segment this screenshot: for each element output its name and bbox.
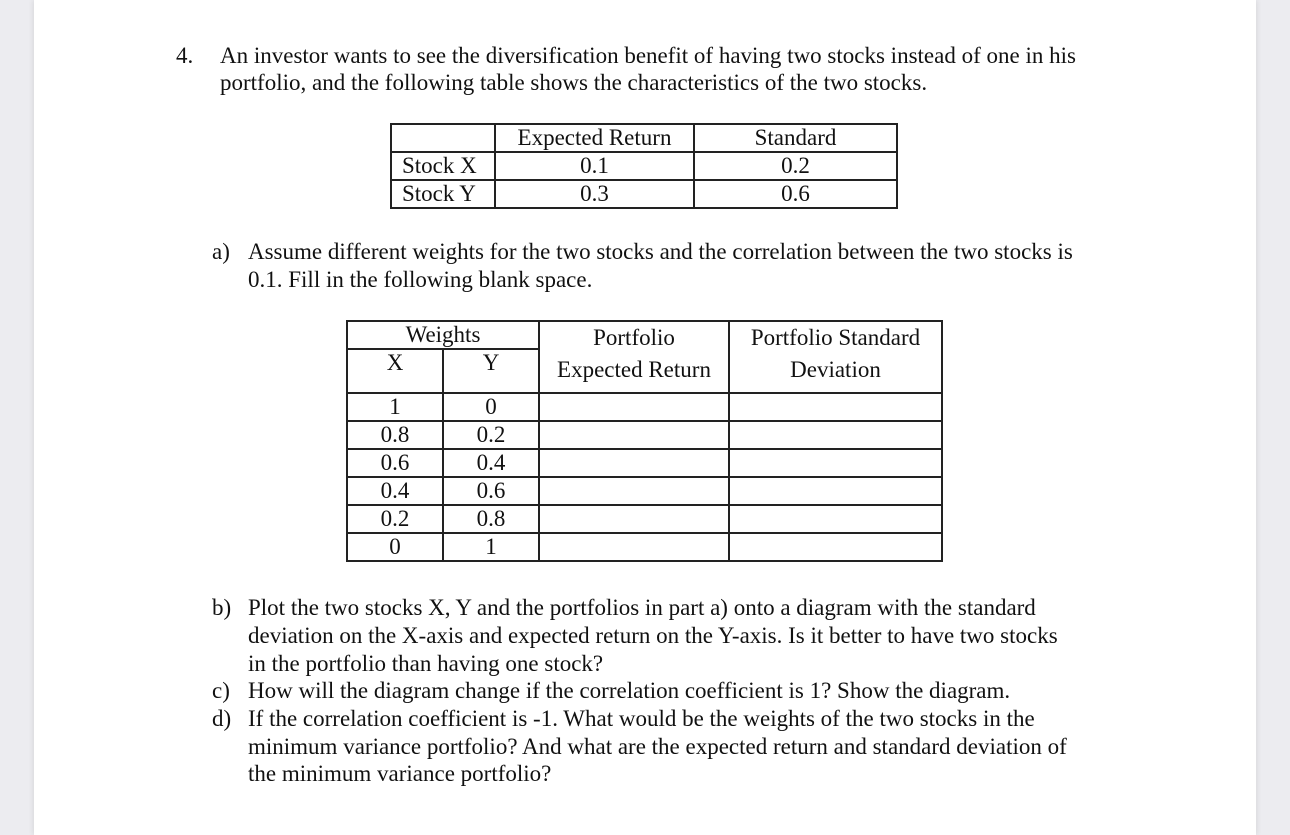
portfolio-std-dev-blank[interactable] — [729, 477, 942, 505]
weight-y-cell: 0.2 — [443, 421, 539, 449]
table-row — [347, 533, 942, 561]
weight-x-cell: 0.2 — [347, 505, 443, 533]
stock-table-row — [391, 180, 897, 208]
weights-table-header-row — [347, 321, 942, 349]
table-row — [347, 505, 942, 533]
weight-x-cell: 0.4 — [347, 477, 443, 505]
part-b-line3: in the portfolio than having one stock? — [248, 651, 604, 676]
weight-y-header: Y — [443, 349, 539, 393]
portfolio-return-blank[interactable] — [539, 421, 729, 449]
stock-standard: 0.6 — [694, 180, 897, 208]
portfolio-expected-return-header-line1: Portfolio — [593, 325, 675, 350]
table-row — [347, 477, 942, 505]
part-d-label: d) — [212, 706, 232, 731]
stock-table-header-standard: Standard — [694, 124, 897, 152]
part-d-line3: the minimum variance portfolio? — [248, 761, 552, 786]
weight-y-cell: 0.4 — [443, 449, 539, 477]
stock-expected-return: 0.1 — [495, 152, 694, 180]
portfolio-std-dev-blank[interactable] — [729, 393, 942, 421]
stock-expected-return: 0.3 — [495, 180, 694, 208]
weight-x-cell: 0.6 — [347, 449, 443, 477]
portfolio-return-blank[interactable] — [539, 449, 729, 477]
stock-table-header-empty — [391, 124, 495, 152]
part-c-label: c) — [212, 678, 230, 703]
stock-table-header-row — [391, 124, 897, 152]
table-row — [347, 421, 942, 449]
portfolio-return-blank[interactable] — [539, 533, 729, 561]
stock-characteristics-table — [390, 123, 898, 209]
part-a-line2: 0.1. Fill in the following blank space. — [248, 267, 593, 292]
portfolio-std-dev-header-line2: Deviation — [790, 357, 881, 382]
stock-standard: 0.2 — [694, 152, 897, 180]
portfolio-return-blank[interactable] — [539, 477, 729, 505]
question-number: 4. — [176, 43, 194, 68]
weight-x-cell: 1 — [347, 393, 443, 421]
part-b-line2: deviation on the X-axis and expected return on the Y-axis. Is it better to have two stocks — [248, 623, 1058, 648]
weight-x-header: X — [347, 349, 443, 393]
weight-y-cell: 0.8 — [443, 505, 539, 533]
part-a-label: a) — [212, 239, 230, 264]
weight-x-cell: 0 — [347, 533, 443, 561]
portfolio-std-dev-blank[interactable] — [729, 533, 942, 561]
weight-x-cell: 0.8 — [347, 421, 443, 449]
part-d-line2: minimum variance portfolio? And what are the expected return and standard deviation of — [248, 734, 1067, 759]
portfolio-expected-return-header-line2: Expected Return — [557, 357, 711, 382]
stock-name: Stock Y — [391, 180, 495, 208]
stock-table-header-expected-return: Expected Return — [495, 124, 694, 152]
portfolio-std-dev-blank[interactable] — [729, 505, 942, 533]
weights-header: Weights — [347, 321, 539, 349]
table-row — [347, 393, 942, 421]
portfolio-return-blank[interactable] — [539, 505, 729, 533]
weights-table — [346, 320, 943, 562]
portfolio-return-blank[interactable] — [539, 393, 729, 421]
question-intro-line1: An investor wants to see the diversification benefit of having two stocks instead of one in his — [220, 43, 1076, 68]
portfolio-std-dev-blank[interactable] — [729, 449, 942, 477]
stock-name: Stock X — [391, 152, 495, 180]
stock-table-row — [391, 152, 897, 180]
part-b-line1: Plot the two stocks X, Y and the portfolios in part a) onto a diagram with the standard — [248, 595, 1036, 620]
question-intro-line2: portfolio, and the following table shows the characteristics of the two stocks. — [220, 70, 928, 95]
part-c-line1: How will the diagram change if the correlation coefficient is 1? Show the diagram. — [248, 678, 1011, 703]
part-a-line1: Assume different weights for the two stocks and the correlation between the two stocks is — [248, 239, 1073, 264]
part-b-label: b) — [212, 595, 232, 620]
portfolio-expected-return-header — [539, 321, 729, 393]
weight-y-cell: 0.6 — [443, 477, 539, 505]
portfolio-std-dev-header — [729, 321, 942, 393]
weight-y-cell: 1 — [443, 533, 539, 561]
part-d-line1: If the correlation coefficient is -1. What would be the weights of the two stocks in the — [248, 706, 1035, 731]
portfolio-std-dev-header-line1: Portfolio Standard — [750, 325, 921, 350]
weight-y-cell: 0 — [443, 393, 539, 421]
table-row — [347, 449, 942, 477]
portfolio-std-dev-blank[interactable] — [729, 421, 942, 449]
